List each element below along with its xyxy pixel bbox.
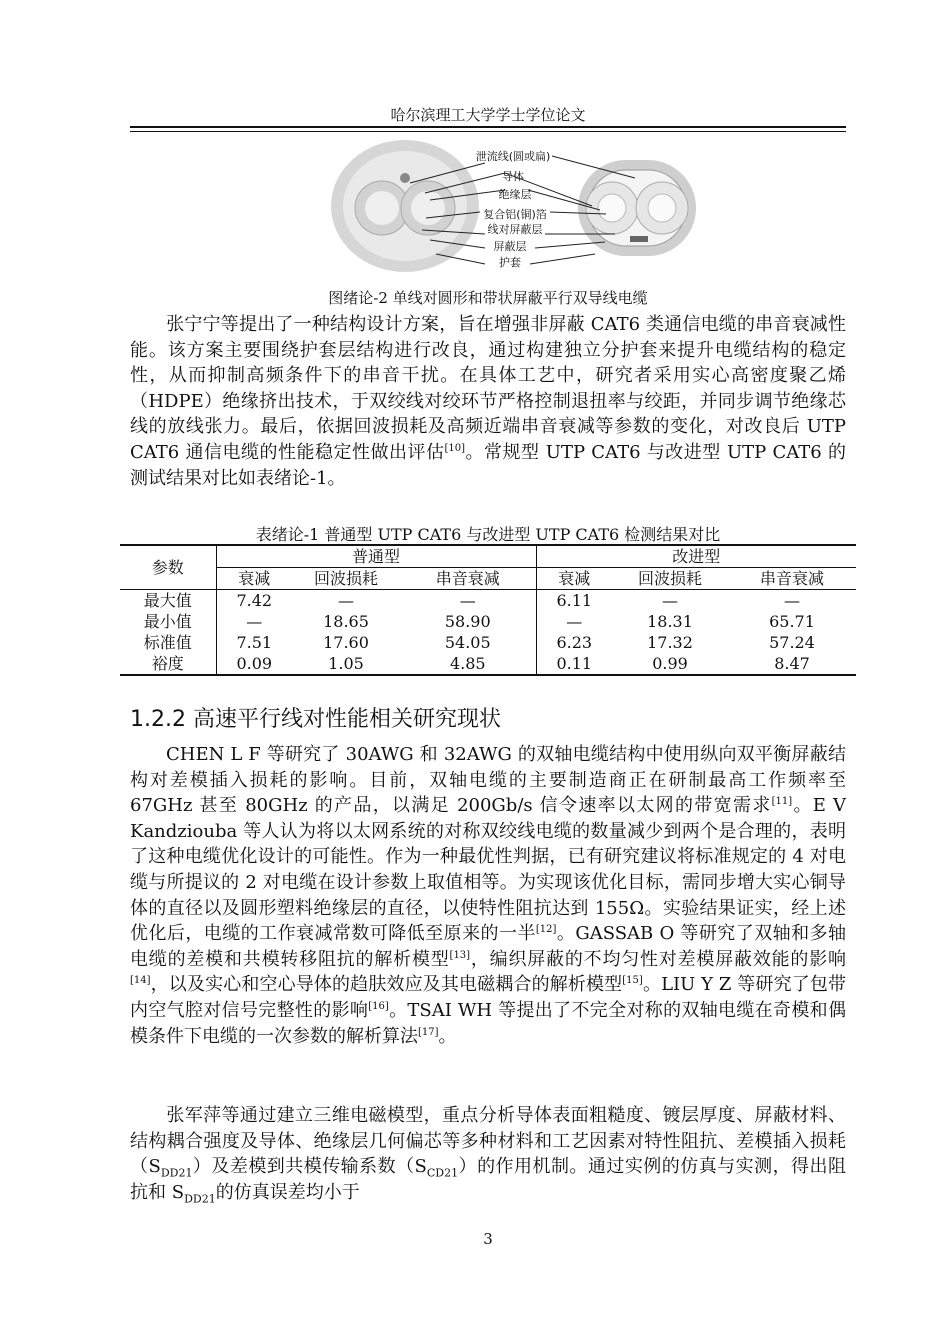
- group-header-improved: 改进型: [536, 545, 856, 568]
- citation: [15]: [622, 975, 643, 987]
- table-cell: 6.11: [536, 590, 612, 612]
- table-cell: —: [662, 591, 678, 610]
- paragraph-2-text: 。LIU Y Z 等研究了包带内空气腔对信号完整性的影响: [130, 974, 846, 1021]
- citation: [11]: [771, 796, 793, 808]
- table-cell: 65.71: [769, 612, 815, 631]
- figure-label-conductor: 导体: [502, 170, 524, 183]
- flat-cable-drain: [630, 236, 648, 242]
- paragraph-2-text: 。GASSAB O 等研究了双轴和多轴电缆的差模和共模转移阻抗的解析模型: [130, 923, 846, 970]
- table-cell: 0.11: [536, 653, 612, 675]
- subheader: 串音衰减: [728, 568, 856, 590]
- table-cell: 6.23: [536, 632, 612, 653]
- table-cell: —: [216, 611, 292, 632]
- table-cell: 18.31: [647, 612, 693, 631]
- results-table: [120, 544, 856, 676]
- paragraph-2-text: 。TSAI WH 等提出了不完全对称的双轴电缆在奇模和偶模条件下电缆的一次参数的解析算法: [130, 999, 847, 1047]
- table-cell: —: [784, 591, 800, 610]
- table-cell: —: [536, 611, 612, 632]
- header-rule-thick: [130, 126, 846, 128]
- row-label: 最大值: [143, 591, 192, 610]
- table-cell: —: [338, 591, 354, 610]
- figure-label-jacket: 护套: [499, 256, 521, 269]
- table-cell: 57.24: [769, 633, 815, 652]
- round-cable-drain: [400, 173, 410, 183]
- paragraph-3-text: ）及差模到共模传输系数（S: [192, 1156, 427, 1178]
- citation: [16]: [368, 1000, 389, 1012]
- param-header: 参数: [120, 545, 216, 590]
- group-header-normal: 普通型: [216, 545, 536, 568]
- table-cell: 54.05: [444, 633, 491, 652]
- paragraph-3: [130, 1103, 846, 1205]
- paragraph-2-text: 。E V Kandziouba 等人认为将以太网系统的对称双绞线电缆的数量减少到两个是合理的，表明了这种电缆优化设计的可能性。作为一种最优性判据，已有研究建议将标准规定的 4 对电缆与所提议的 2 对电缆在设计参数上取值相等。为实现该优化目标，需同步增大实心铜导体的直径以及圆形塑料绝缘层的直径，以使特性阻抗达到 155Ω。实验结果证实，经上述优化后，电缆的工作衰减常数可降低至原来的一半: [130, 795, 846, 945]
- table-cell: 17.32: [647, 633, 693, 652]
- citation: [10]: [444, 442, 466, 454]
- page-header: 哈尔滨理工大学学士学位论文: [390, 106, 586, 124]
- paragraph-2-text: ，以及实心和空心导体的趋肤效应及其电磁耦合的解析模型: [150, 974, 623, 996]
- subheader: 串音衰减: [400, 568, 536, 590]
- table-cell: —: [459, 591, 476, 610]
- paragraph-3-text: ）的作用机制。通过实例的仿真与实测，得出阻抗和 S: [130, 1156, 846, 1203]
- figure-label-foil: 复合铝(铜)箔: [483, 208, 547, 221]
- table-cell: 8.47: [728, 653, 856, 675]
- header-rule-thin: [130, 131, 846, 132]
- paragraph-2-text: 。: [438, 1025, 457, 1047]
- table-row: [120, 632, 856, 653]
- cable-figure: [330, 138, 698, 278]
- paragraph-3-text: 的仿真误差均小于: [215, 1181, 360, 1203]
- row-label: 标准值: [143, 633, 192, 652]
- citation: [17]: [418, 1026, 439, 1038]
- table-cell: 1.05: [292, 653, 400, 675]
- row-label: 最小值: [143, 612, 192, 631]
- paragraph-1-tail: 。常规型 UTP CAT6 与改进型 UTP CAT6 的测试结果对比如表绪论-1。: [130, 441, 846, 489]
- table-row: [120, 653, 856, 675]
- paragraph-3-text: 张军萍等通过建立三维电磁模型，重点分析导体表面粗糙度、镀层厚度、屏蔽材料、结构耦合强度及导体、绝缘层几何偏芯等多种材料和工艺因素对特性阻抗、差模插入损耗（S: [130, 1105, 846, 1178]
- table-cell: 18.65: [323, 612, 369, 631]
- citation: [12]: [535, 924, 557, 936]
- subscript: DD21: [160, 1166, 193, 1180]
- section-heading: 1.2.2 高速平行线对性能相关研究现状: [130, 707, 501, 732]
- subheader: 回波损耗: [292, 568, 400, 590]
- flat-cable-conductor-left: [598, 194, 626, 222]
- table-row: [120, 590, 856, 612]
- paragraph-1: [130, 312, 846, 491]
- citation: [14]: [130, 975, 151, 987]
- paragraph-2-text: ，编织屏蔽的不均匀性对差模屏蔽效能的影响: [470, 948, 847, 970]
- subheader: 衰减: [536, 568, 612, 590]
- subscript: DD21: [184, 1192, 216, 1206]
- figure-label-insulation: 绝缘层: [498, 188, 532, 201]
- table-caption: 表绪论-1 普通型 UTP CAT6 与改进型 UTP CAT6 检测结果对比: [255, 525, 721, 544]
- flat-cable-conductor-right: [648, 194, 676, 222]
- round-cable-conductor-left: [365, 191, 399, 225]
- table-row: [120, 611, 856, 632]
- table-cell: 17.60: [323, 633, 369, 652]
- paragraph-1-text: 张宁宁等提出了一种结构设计方案，旨在增强非屏蔽 CAT6 类通信电缆的串音衰减性能。该方案主要围绕护套层结构进行改良，通过构建独立分护套来提升电缆结构的稳定性，从而抑制高频条件下的串音干扰。在具体工艺中，研究者采用实心高密度聚乙烯（HDPE）绝缘挤出技术，于双绞线对绞环节严格控制退扭率与绞距，并同步调节绝缘芯线的放线张力。最后，依据回波损耗及高频近端串音衰减等参数的变化，对改良后 UTP CAT6 通信电缆的性能稳定性做出评估: [130, 314, 846, 463]
- subscript: CD21: [426, 1166, 459, 1180]
- page-number: 3: [483, 1230, 493, 1248]
- table-cell: 0.99: [612, 653, 728, 675]
- figure-label-drain: 泄流线(圆或扁): [475, 150, 551, 163]
- paragraph-2: [130, 742, 846, 1049]
- table-cell: 7.51: [216, 632, 292, 653]
- figure-label-pair-shield: 线对屏蔽层: [487, 223, 543, 236]
- table-cell: 0.09: [216, 653, 292, 675]
- citation: [13]: [449, 949, 471, 961]
- figure-label-shield: 屏蔽层: [493, 240, 527, 253]
- table-cell: 7.42: [216, 590, 292, 612]
- table-cell: 4.85: [400, 653, 536, 675]
- row-label: 裕度: [120, 653, 216, 675]
- subheader: 衰减: [216, 568, 292, 590]
- subheader: 回波损耗: [612, 568, 728, 590]
- paragraph-2-text: CHEN L F 等研究了 30AWG 和 32AWG 的双轴电缆结构中使用纵向双平衡屏蔽结构对差模插入损耗的影响。目前，双轴电缆的主要制造商正在研制最高工作频率至 67GHz 甚至 80GHz 的产品，以满足 200Gb/s 信令速率以太网的带宽需求: [130, 744, 846, 817]
- table-cell: 58.90: [444, 612, 491, 631]
- round-cable-conductor-right: [411, 191, 445, 225]
- figure-caption: 图绪论-2 单线对圆形和带状屏蔽平行双导线电缆: [328, 289, 648, 307]
